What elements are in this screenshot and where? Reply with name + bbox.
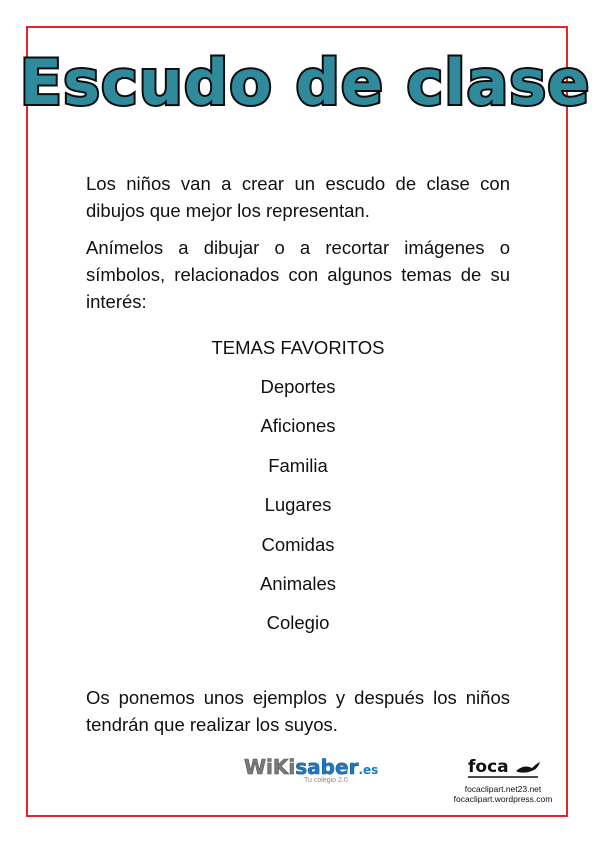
closing-paragraph: Os ponemos unos ejemplos y después los niños tendrán que realizar los suyos. [86,687,510,735]
list-item: Animales [259,572,337,594]
svg-text:WiKisaber.es [244,755,378,779]
foca-logo-block [448,752,558,812]
title-text: Escudo de clase [19,46,591,119]
foca-name: foca [468,757,509,777]
list-item: Comidas [261,533,335,555]
wikisaber-saber: saber [295,755,359,779]
page-title [19,38,591,128]
foca-url-2: focaclipart.wordpress.com [453,794,553,804]
wikisaber-tld: .es [358,763,379,777]
topics-list [86,334,510,649]
topics-heading: TEMAS FAVORITOS [211,337,385,358]
list-item: Lugares [264,494,332,516]
foca-logo [466,752,546,782]
list-item: Deportes [260,376,336,397]
instructions-paragraph: Anímelos a dibujar o a recortar imágenes o símbolos, relacionados con algunos temas de su interés: [86,237,510,312]
seal-icon [516,762,540,773]
wikisaber-wiki: WiKi [244,755,296,779]
intro-paragraph: Los niños van a crear un escudo de clase con dibujos que mejor los representan. [86,173,510,221]
wikisaber-tagline: Tu colegio 2.0 [304,777,348,784]
list-item: Colegio [266,612,330,634]
foca-url-1: focaclipart.net23.net [464,784,542,794]
list-item: Aficiones [260,415,336,437]
list-item: Familia [268,454,328,476]
